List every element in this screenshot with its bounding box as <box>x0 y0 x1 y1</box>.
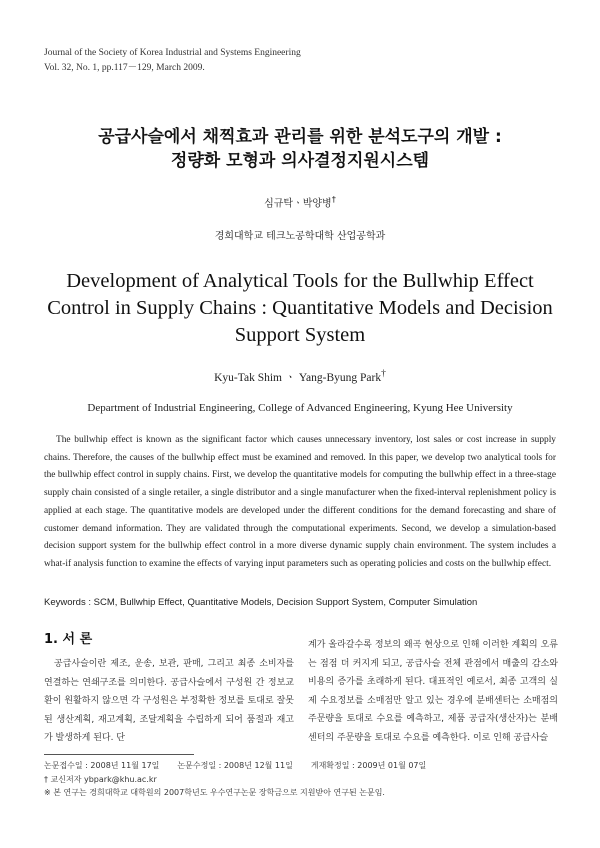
authors-english <box>0 368 600 385</box>
title-korean-line1: 공급사슬에서 채찍효과 관리를 위한 분석도구의 개발 : <box>98 127 502 147</box>
title-korean-line2: 정량화 모형과 의사결정지원시스템 <box>170 151 430 171</box>
body-column-right: 계가 올라갈수록 정보의 왜곡 현상으로 인해 이러한 계획의 오류는 점점 더 커지게 되고, 공급사슬 전체 관점에서 매출의 감소와 비용의 증가를 초래하게 된다. 대표적인 예로서, 최종 고객의 실제 수요정보를 소매점만 알고 있는 경우에 분배센터는 소매점의 주문량을 토대로 수요를 예측하고, 제품 공급자(생산자)는 분배센터의 주문량을 토대로 수요를 예측한다. 이로 인해 공급사슬 <box>308 640 558 743</box>
footnote-funding: ※ 본 연구는 경희대학교 대학원의 2007학년도 우수연구논문 장학금으로 지원받아 연구된 논문임. <box>44 788 385 797</box>
footnote-corresponding: † 교신저자 ybpark@khu.ac.kr <box>44 775 157 784</box>
section-heading: 1. 서 론 <box>44 632 93 647</box>
abstract: The bullwhip effect is known as the significant factor which causes unnecessary inventory, lost sales or cost increase in supply chains. Therefore, the causes of the bullwhip effect must be examined and removed. In this paper, we develop two analytical tools for the bullwhip effect control in supply chains. First, we develop the quantitative models for computing the bullwhip effect in a three-stage supply chain consisted of a single retailer, a single distributor and a single manufacturer when the fixed-interval replenishment policy is applied at each stage. The quantitative models are developed under the different conditions for the demand forecasting and share of customer demand information. They are validated through the computational experiments. Second, we develop a simulation-based decision support system for the bullwhip effect control in a more diverse dynamic supply chain environment. The system includes a what-if analysis function to examine the effects of varying input parameters such as operating policies and costs on the bullwhip effect. <box>44 435 556 569</box>
journal-name: Journal of the Society of Korea Industrial and Systems Engineering <box>44 48 301 58</box>
affiliation-english: Department of Industrial Engineering, College of Advanced Engineering, Kyung Hee University <box>87 402 513 414</box>
authors-english-names: Kyu-Tak Shim ㆍ Yang-Byung Park <box>214 371 382 384</box>
corresponding-author-mark-en: † <box>381 368 386 379</box>
body-column-left: 공급사슬이란 제조, 운송, 보관, 판매, 그리고 최종 소비자를 연결하는 연쇄구조를 의미한다. 공급사슬에서 구성원 간 정보교환이 원활하지 않으면 각 구성원은 부정확한 정보를 토대로 잘못된 생산계획, 재고계획, 조달계획을 수립하게 되어 품절과 재고가 발생하게 된다. 단 <box>44 659 294 744</box>
authors-korean <box>0 194 600 209</box>
title-english-line1: Development of Analytical Tools for the Bullwhip Effect <box>66 270 534 292</box>
footnote-divider <box>44 754 194 755</box>
date-received: 논문접수일 : 2008년 11월 17일 <box>44 761 160 770</box>
title-english-line3: Support System <box>234 324 366 346</box>
title-english-line2: Control in Supply Chains : Quantitative Models and Decision <box>47 297 553 319</box>
corresponding-author-mark: † <box>331 194 336 204</box>
title-korean <box>40 125 560 173</box>
authors-korean-names: 심규탁ㆍ박양병 <box>264 198 332 210</box>
affiliation-korean: 경희대학교 테크노공학대학 산업공학과 <box>214 231 386 242</box>
keywords-label: Keywords : <box>44 597 91 608</box>
journal-header <box>44 46 301 76</box>
title-english <box>40 268 560 349</box>
journal-issue: Vol. 32, No. 1, pp.117－129, March 2009. <box>44 63 205 73</box>
date-revised: 논문수정일 : 2008년 12월 11일 <box>177 761 293 770</box>
keywords-text: SCM, Bullwhip Effect, Quantitative Models, Decision Support System, Computer Simulation <box>93 597 478 608</box>
footnote-dates <box>44 760 426 771</box>
keywords <box>44 597 564 608</box>
date-accepted: 게재확정일 : 2009년 01월 07일 <box>310 761 427 770</box>
